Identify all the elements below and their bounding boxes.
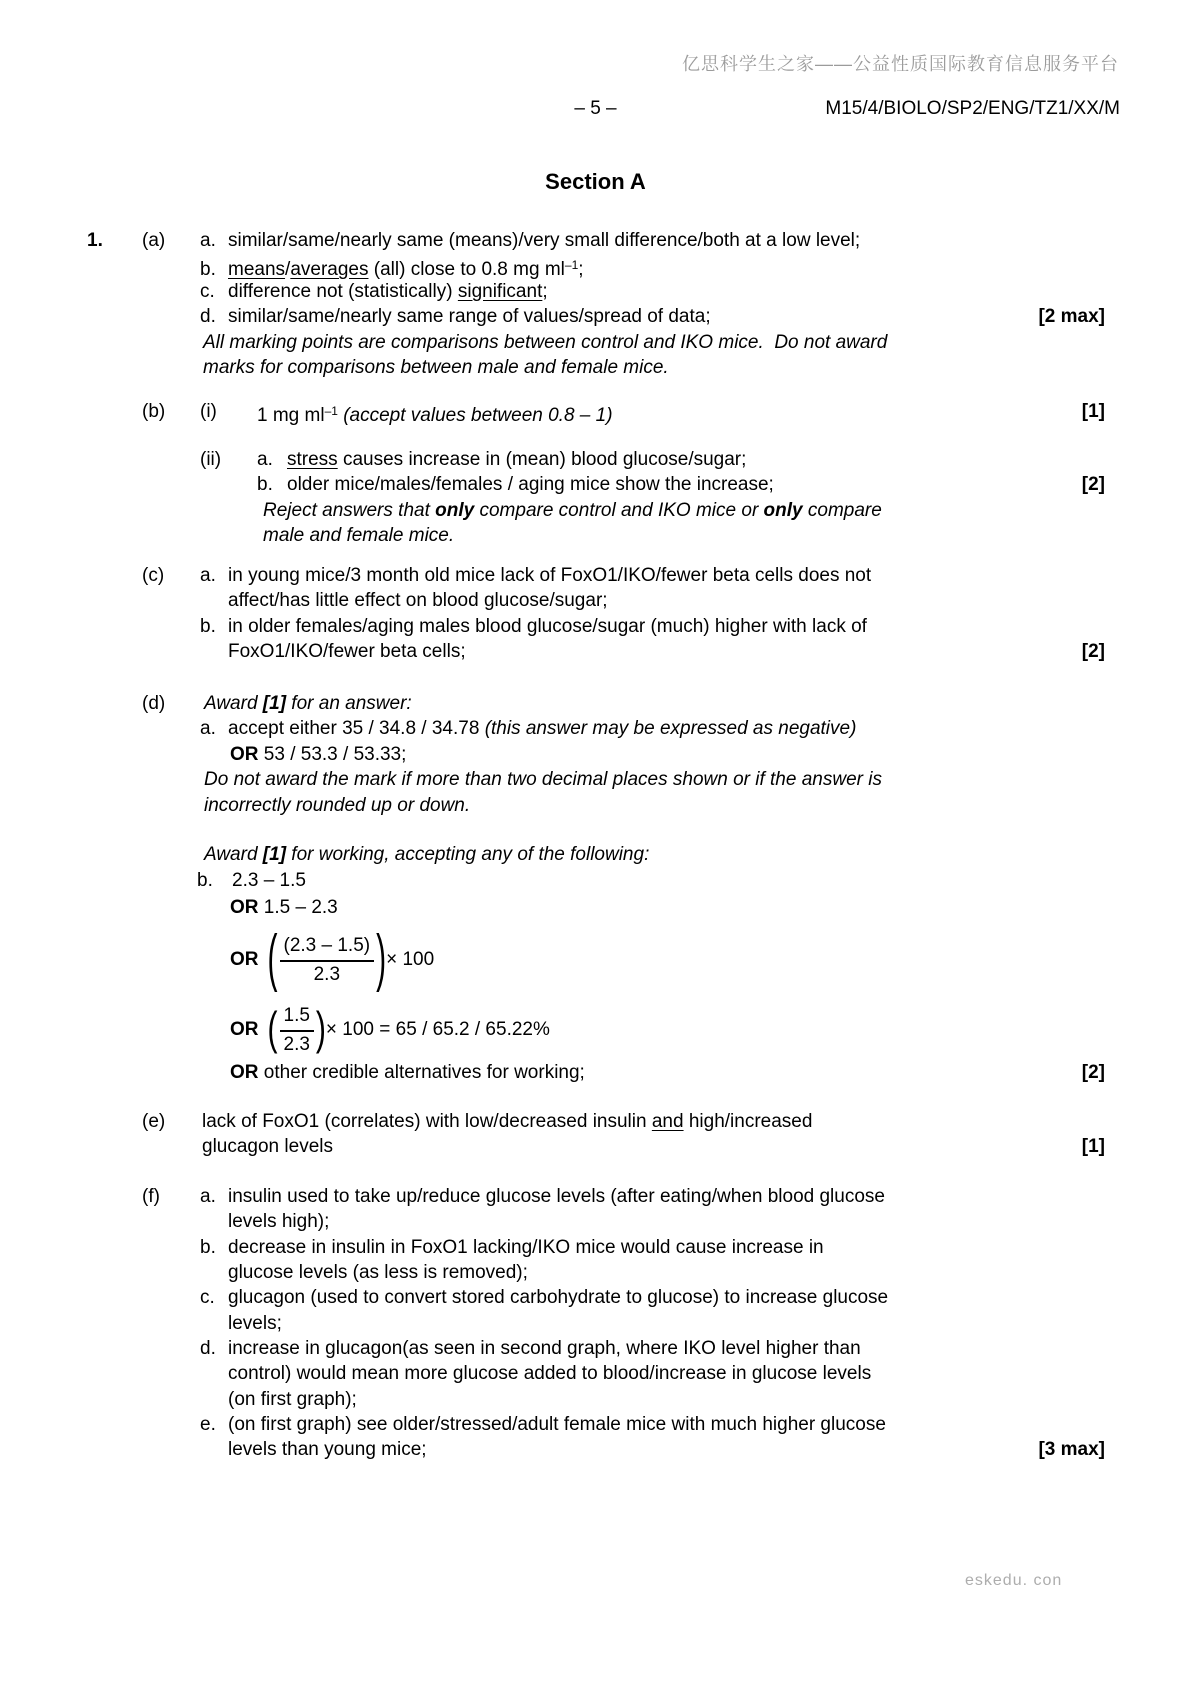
point-text: other credible alternatives for working; xyxy=(258,1062,585,1083)
q1d-point-b xyxy=(197,868,306,893)
q1bii-note-line2: male and female mice. xyxy=(263,525,455,546)
point-marker: a. xyxy=(200,565,216,586)
fraction xyxy=(280,1005,314,1056)
part-c-label: (c) xyxy=(142,565,165,586)
point-text: similar/same/nearly same range of values/spread of data; xyxy=(228,306,711,327)
point-marker: b. xyxy=(200,1237,216,1258)
point-text: / xyxy=(285,259,291,280)
right-paren: ) xyxy=(376,924,387,994)
q1d-or-53 xyxy=(230,742,406,767)
working-formula-2 xyxy=(230,1000,550,1060)
point-text: insulin used to take up/reduce glucose levels (after eating/when blood glucose xyxy=(228,1186,885,1207)
q1e-line1 xyxy=(202,1109,812,1134)
mark-ref: [1] xyxy=(262,844,287,865)
point-text: in older females/aging males blood glucose/sugar (much) higher with lack of xyxy=(228,616,867,637)
part-a-label: (a) xyxy=(142,230,166,251)
watermark-footer: eskedu. con xyxy=(965,1572,1063,1589)
emphasis: only xyxy=(435,500,475,521)
marks-badge-bii: [2] xyxy=(1081,474,1105,495)
q1d-award-working xyxy=(204,842,649,867)
note-text: for an answer: xyxy=(286,693,412,714)
page-number: – 5 – xyxy=(574,98,617,119)
q1d-award-answer xyxy=(204,691,412,716)
point-text: increase in glucagon(as seen in second graph, where IKO level higher than xyxy=(228,1338,861,1359)
note-text: Reject answers that xyxy=(263,500,436,521)
marks-badge-a: [2 max] xyxy=(1038,306,1105,327)
superscript: –1 xyxy=(324,404,338,418)
q1d-or-other xyxy=(230,1060,585,1085)
denominator: 2.3 xyxy=(283,1033,310,1055)
part-b-ii-label: (ii) xyxy=(200,449,222,470)
note-text: compare control and IKO mice or xyxy=(474,500,764,521)
accept-note: (this answer may be expressed as negative) xyxy=(484,718,857,739)
mark-ref: [1] xyxy=(262,693,287,714)
left-paren: ( xyxy=(267,1003,278,1055)
q1f-point-d-line1 xyxy=(200,1336,861,1361)
question-number: 1. xyxy=(87,230,103,251)
superscript: –1 xyxy=(564,258,579,272)
note-text: Award xyxy=(204,844,263,865)
q1f-point-d-line3: (on first graph); xyxy=(228,1389,357,1410)
underlined-term: and xyxy=(651,1111,684,1132)
q1bii-point-a xyxy=(257,447,746,472)
note-text: for working, accepting any of the following: xyxy=(286,844,650,865)
point-text: (on first graph) see older/stressed/adult female mice with much higher glucose xyxy=(228,1414,886,1435)
marks-badge-bi: [1] xyxy=(1081,401,1105,422)
marks-badge-f: [3 max] xyxy=(1038,1439,1105,1460)
working-formula-1 xyxy=(230,922,434,998)
numerator: (2.3 – 1.5) xyxy=(280,935,375,962)
right-paren: ) xyxy=(315,1003,326,1055)
q1a-point-a xyxy=(200,228,860,253)
q1bii-note-line1 xyxy=(263,498,882,523)
q1f-point-c-line2: levels; xyxy=(228,1313,282,1334)
underlined-term: averages xyxy=(290,259,369,280)
point-marker: b. xyxy=(200,616,216,637)
point-marker: c. xyxy=(200,1287,215,1308)
marks-badge-e: [1] xyxy=(1081,1136,1105,1157)
q1f-point-d-line2: control) would mean more glucose added to blood/increase in glucose levels xyxy=(228,1363,872,1384)
underlined-term: significant xyxy=(457,281,543,302)
q1d-point-a xyxy=(200,716,856,741)
q1a-point-c xyxy=(200,279,548,304)
point-marker: c. xyxy=(200,281,215,302)
q1f-point-b-line2: glucose levels (as less is removed); xyxy=(228,1262,528,1283)
q1c-point-b-line2: FoxO1/IKO/fewer beta cells; xyxy=(228,641,466,662)
q1a-note-line1: All marking points are comparisons between control and IKO mice. Do not award xyxy=(203,332,888,353)
point-text: (all) close to 0.8 mg ml xyxy=(368,259,565,280)
or-keyword: OR xyxy=(230,949,259,970)
q1f-point-a-line1 xyxy=(200,1184,885,1209)
q1f-point-c-line1 xyxy=(200,1285,888,1310)
paper-code: M15/4/BIOLO/SP2/ENG/TZ1/XX/M xyxy=(825,98,1120,119)
point-marker: b. xyxy=(200,259,216,280)
answer-text: 1 mg ml xyxy=(257,405,325,426)
q1bii-point-b xyxy=(257,472,774,497)
point-marker: b. xyxy=(257,474,273,495)
point-text: 2.3 – 1.5 xyxy=(232,870,306,891)
q1d-or-reverse xyxy=(230,895,338,920)
point-text: causes increase in (mean) blood glucose/sugar; xyxy=(337,449,747,470)
point-marker: a. xyxy=(257,449,273,470)
q1c-point-b-line1 xyxy=(200,614,867,639)
q1c-point-a-line2: affect/has little effect on blood glucose/sugar; xyxy=(228,590,608,611)
part-b-i-label: (i) xyxy=(200,401,217,422)
q1a-point-d xyxy=(200,304,711,329)
point-text: glucagon (used to convert stored carbohydrate to glucose) to increase glucose xyxy=(228,1287,889,1308)
point-text: decrease in insulin in FoxO1 lacking/IKO mice would cause increase in xyxy=(228,1237,824,1258)
emphasis: only xyxy=(763,500,803,521)
multiplier: × 100 xyxy=(386,949,435,970)
point-text: in young mice/3 month old mice lack of FoxO1/IKO/fewer beta cells does not xyxy=(228,565,872,586)
marks-badge-c: [2] xyxy=(1081,641,1105,662)
point-marker: d. xyxy=(200,306,216,327)
q1bi-answer xyxy=(257,399,613,428)
point-text: 53 / 53.3 / 53.33; xyxy=(258,744,407,765)
point-marker: b. xyxy=(197,870,213,891)
point-text: high/increased xyxy=(683,1111,813,1132)
part-f-label: (f) xyxy=(142,1186,160,1207)
point-text: similar/same/nearly same (means)/very small difference/both at a low level; xyxy=(228,230,861,251)
point-marker: e. xyxy=(200,1414,216,1435)
q1f-point-e-line1 xyxy=(200,1412,886,1437)
point-text: difference not (statistically) xyxy=(228,281,458,302)
section-title: Section A xyxy=(545,169,646,194)
note-text: Award xyxy=(204,693,263,714)
or-keyword: OR xyxy=(230,744,259,765)
q1c-point-a-line1 xyxy=(200,563,871,588)
q1f-point-a-line2: levels high); xyxy=(228,1211,330,1232)
q1f-point-e-line2: levels than young mice; xyxy=(228,1439,427,1460)
point-text: lack of FoxO1 (correlates) with low/decreased insulin xyxy=(202,1111,652,1132)
q1e-line2: glucagon levels xyxy=(202,1136,333,1157)
point-text: ; xyxy=(578,259,584,280)
or-keyword: OR xyxy=(230,897,259,918)
point-marker: a. xyxy=(200,230,216,251)
note-text: compare xyxy=(802,500,882,521)
underlined-term: stress xyxy=(287,449,338,470)
point-marker: a. xyxy=(200,718,216,739)
part-d-label: (d) xyxy=(142,693,166,714)
point-text: older mice/males/females / aging mice show the increase; xyxy=(287,474,774,495)
point-text: ; xyxy=(542,281,548,302)
q1a-point-b xyxy=(200,253,584,282)
q1f-point-b-line1 xyxy=(200,1235,824,1260)
marks-badge-d: [2] xyxy=(1081,1062,1105,1083)
point-text: accept either 35 / 34.8 / 34.78 xyxy=(228,718,485,739)
or-keyword: OR xyxy=(230,1019,259,1040)
q1a-note-line2: marks for comparisons between male and female mice. xyxy=(203,357,669,378)
q1d-note-line1: Do not award the mark if more than two decimal places shown or if the answer is xyxy=(204,769,882,790)
underlined-term: means xyxy=(228,259,286,280)
point-text: 1.5 – 2.3 xyxy=(258,897,338,918)
denominator: 2.3 xyxy=(313,963,341,985)
watermark-header: 亿思科学生之家——公益性质国际教育信息服务平台 xyxy=(682,54,1119,74)
part-b-label: (b) xyxy=(142,401,166,422)
point-marker: d. xyxy=(200,1338,216,1359)
left-paren: ( xyxy=(267,924,278,994)
or-keyword: OR xyxy=(230,1062,259,1083)
numerator: 1.5 xyxy=(280,1005,314,1032)
result: × 100 = 65 / 65.2 / 65.22% xyxy=(325,1019,550,1040)
part-e-label: (e) xyxy=(142,1111,166,1132)
q1d-note-line2: incorrectly rounded up or down. xyxy=(204,795,471,816)
accept-note: (accept values between 0.8 – 1) xyxy=(337,405,613,426)
fraction xyxy=(280,935,375,986)
point-marker: a. xyxy=(200,1186,216,1207)
